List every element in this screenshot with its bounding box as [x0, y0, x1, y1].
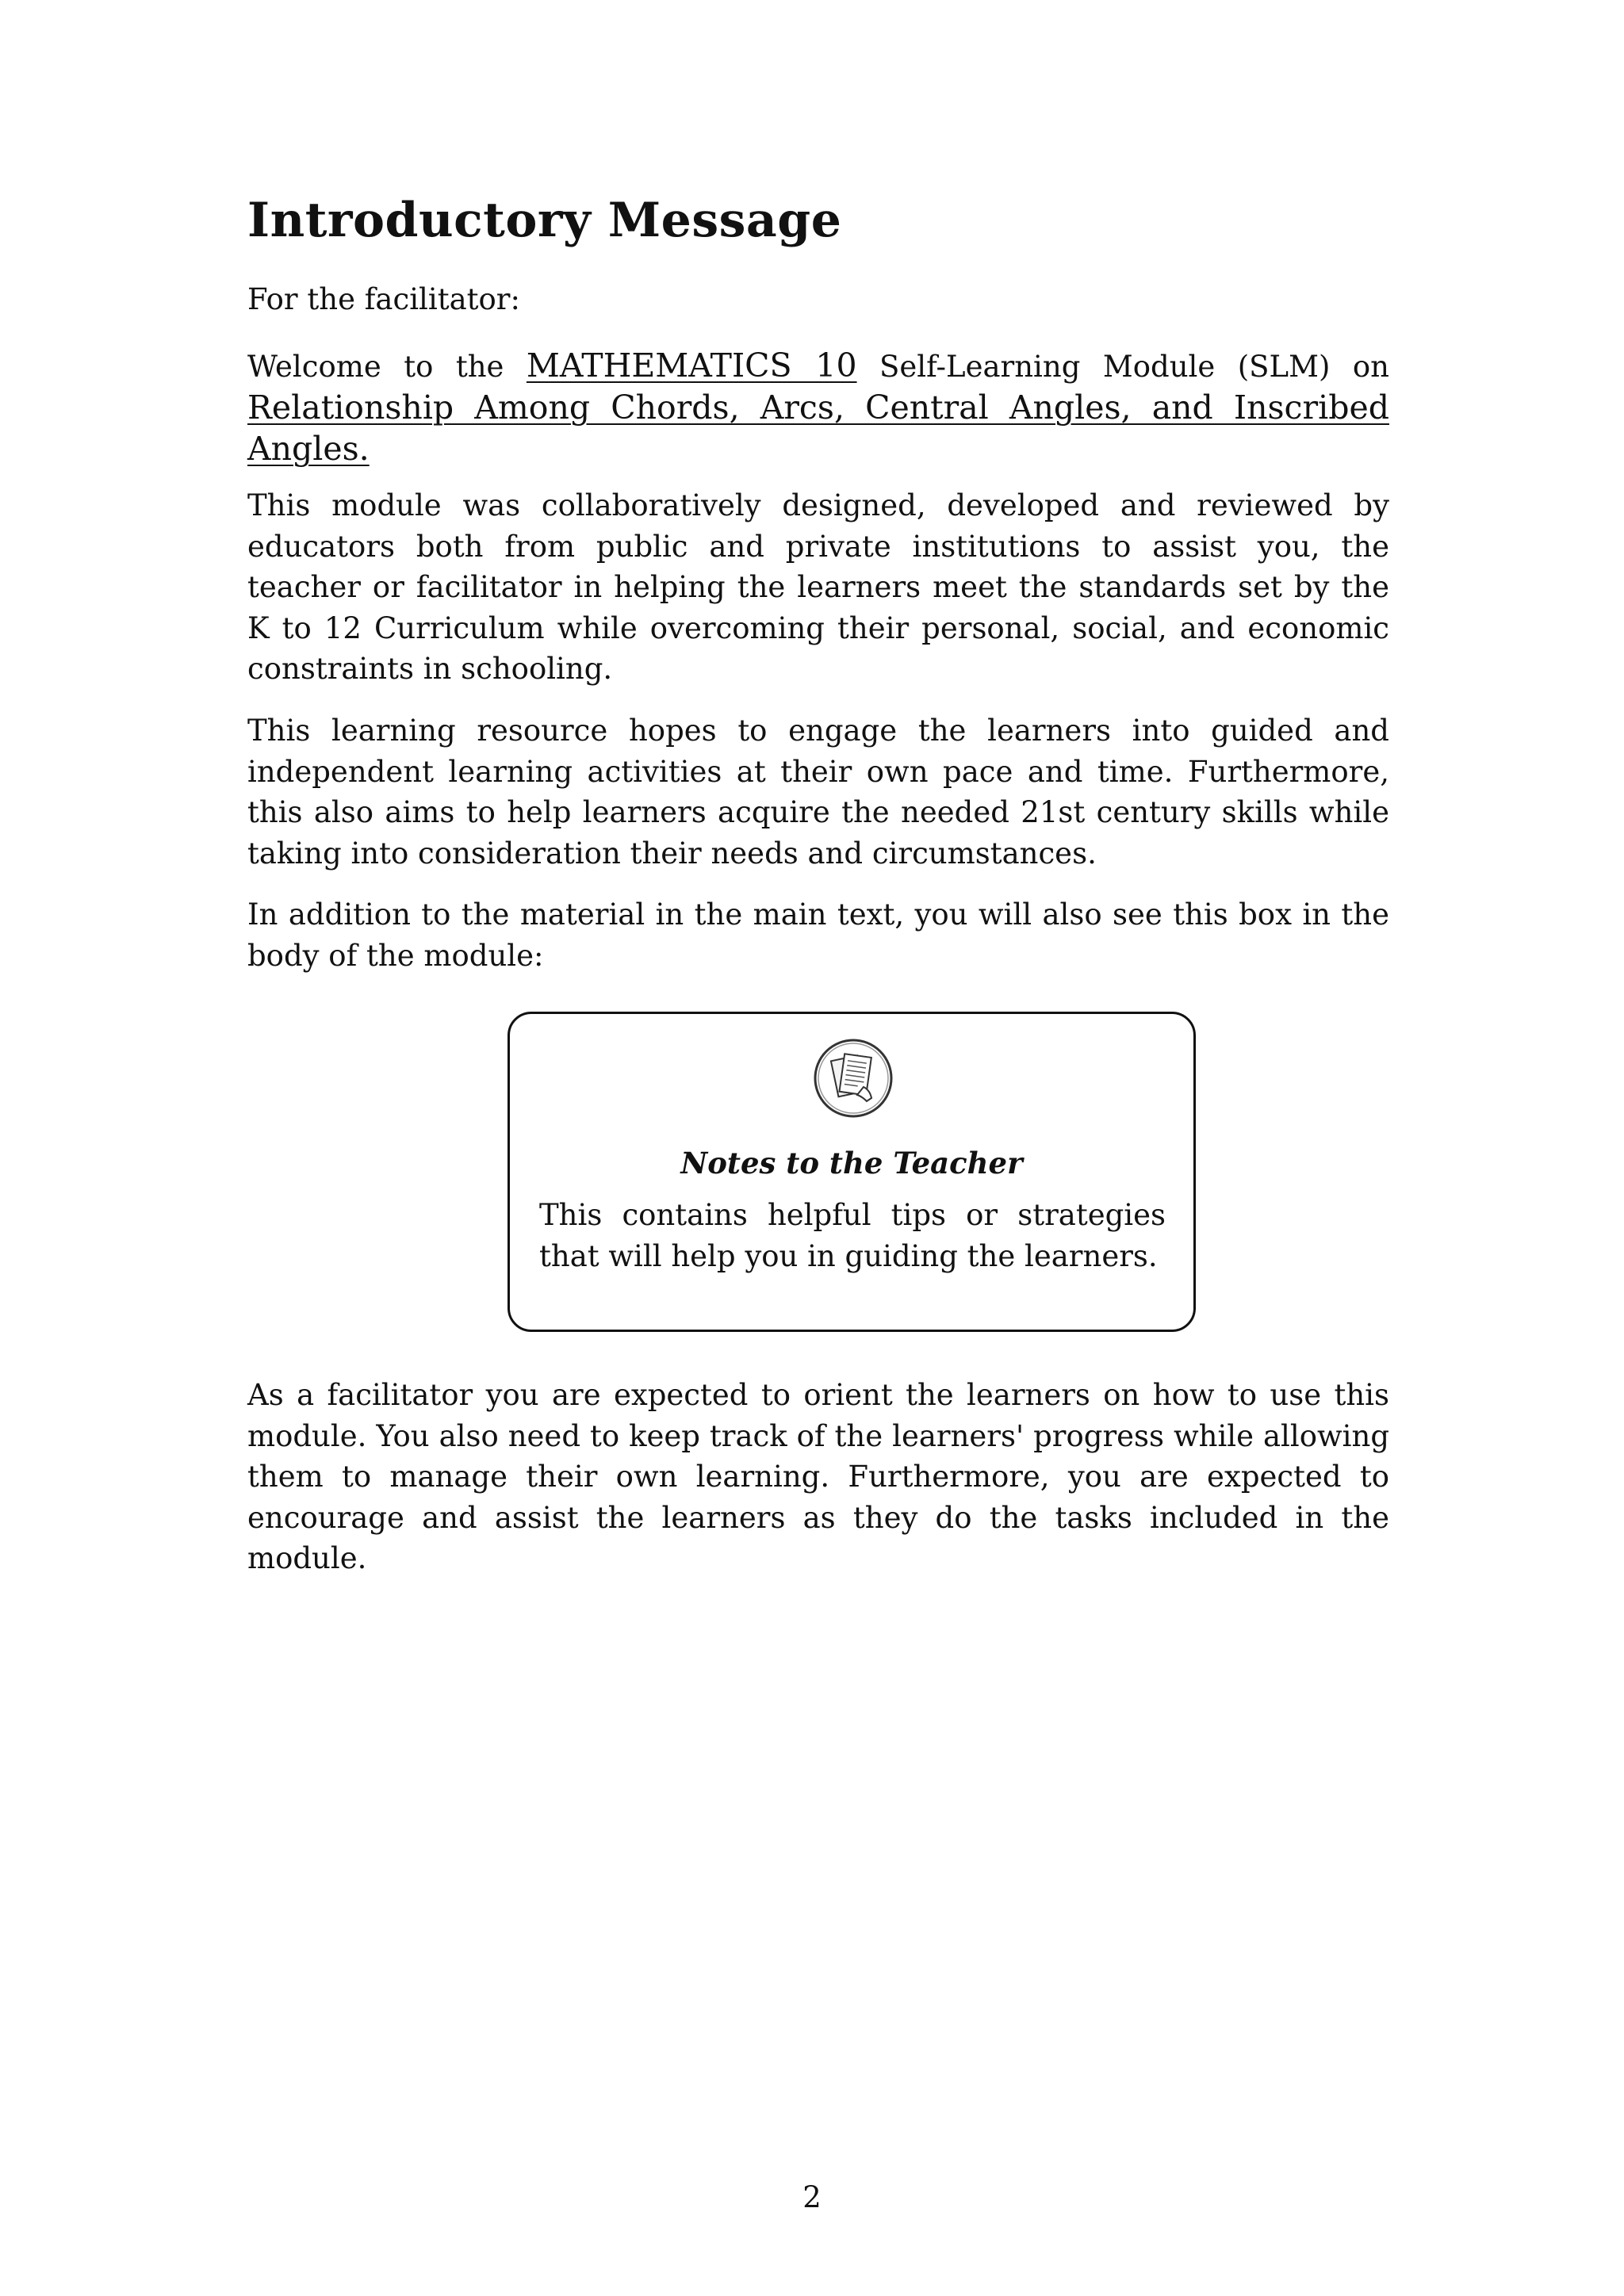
box-intro-paragraph: In addition to the material in the main text, you will also see this box in the body of the module: — [247, 897, 1389, 973]
welcome-pre-text: Welcome to the — [247, 350, 527, 384]
page-number: 2 — [802, 2180, 822, 2214]
notes-to-teacher-box — [508, 1012, 1196, 1332]
for-facilitator-line: For the facilitator: — [247, 282, 520, 316]
topic-title: Relationship Among Chords, Arcs, Central Angles, and Inscribed Angles. — [247, 388, 1389, 468]
subject-title: MATHEMATICS 10 — [526, 346, 857, 385]
notes-box-title: Notes to the Teacher — [680, 1146, 1023, 1181]
learning-resource-paragraph: This learning resource hopes to engage the learners into guided and independent learning activities at their own pace and time. Furthermore, this also aims to help learners acquire the needed 21st century skills while taking into consideration their needs and circumstances. — [247, 714, 1389, 871]
welcome-paragraph — [247, 346, 1389, 471]
welcome-mid-text: Self-Learning Module (SLM) on — [856, 350, 1390, 384]
notes-papers-icon — [813, 1038, 894, 1119]
page-title: Introductory Message — [247, 193, 842, 248]
module-description-paragraph: This module was collaboratively designed, developed and reviewed by educators both from public and private institutions to assist you, the teacher or facilitator in helping the learners meet the standards set by the K to 12 Curriculum while overcoming their personal, social, and economic constraints in schooling. — [247, 488, 1389, 686]
notes-box-body: This contains helpful tips or strategies that will help you in guiding the learners. — [539, 1198, 1166, 1273]
facilitator-role-paragraph: As a facilitator you are expected to orient the learners on how to use this module. You also need to keep track of the learners' progress while allowing them to manage their own learning. Furthermore, you are expected to encourage and assist the learners as they do the tasks included in the module. — [247, 1378, 1389, 1575]
